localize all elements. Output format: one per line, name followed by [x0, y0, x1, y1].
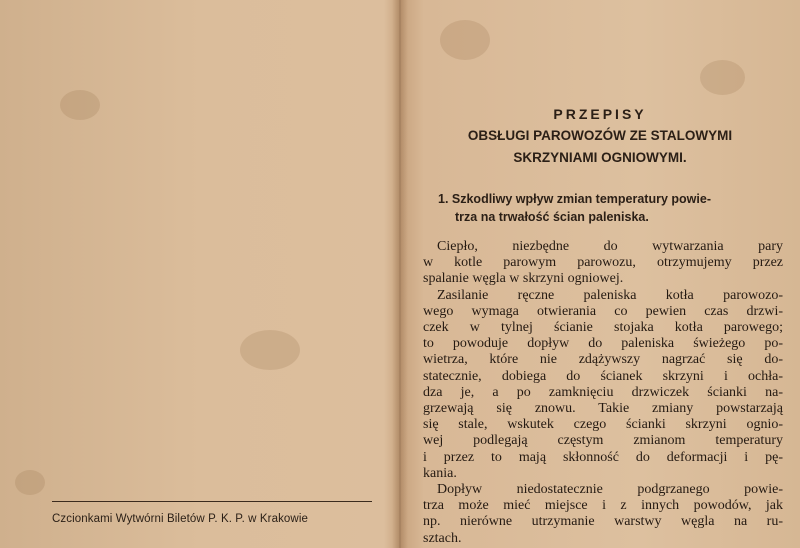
- footer-rule: [52, 501, 372, 502]
- section-heading: [438, 190, 783, 226]
- body-line: czek w tylnej ścianie stojaka kotła parowego;: [423, 320, 783, 336]
- paper-stain: [440, 20, 490, 60]
- body-line: dza je, a po zamknięciu drzwiczek ścianki na-: [423, 384, 783, 400]
- body-line: trza może mieć miejsce i z innych powodów, jak: [423, 498, 783, 514]
- document-subtitle-line-1: OBSŁUGI PAROWOZÓW ZE STALOWYMI: [467, 128, 733, 143]
- body-line: sztach.: [423, 530, 462, 546]
- printer-imprint: Czcionkami Wytwórni Biletów P. K. P. w Krakowie: [52, 513, 308, 525]
- body-line: wej podlegają częstym zmianom temperatury: [423, 433, 783, 449]
- body-line: w kotle parowym parowozu, otrzymujemy przez: [423, 255, 783, 271]
- paper-stain: [60, 90, 100, 120]
- body-line: kania.: [423, 465, 457, 481]
- body-line: grzewają się znowu. Takie zmiany powstarzają: [423, 401, 783, 417]
- body-line: się stale, wskutek czego ścianki skrzyni ognio-: [423, 417, 783, 433]
- document-title: PRZEPISY: [553, 106, 647, 122]
- body-line: wego wymaga otwierania co pewien czas drzwi-: [423, 303, 783, 319]
- paper-stain: [15, 470, 45, 495]
- paper-stain: [700, 60, 745, 95]
- body-line: np. nierówne utrzymanie warstwy węgla na ru-: [423, 514, 783, 530]
- body-line: statecznie, dobiega do ścianek skrzyni i ochła-: [423, 368, 783, 384]
- paper-stain: [240, 330, 300, 370]
- body-line: wietrza, które nie zdążywszy nagrzać się do-: [423, 352, 783, 368]
- section-heading-line: 1. Szkodliwy wpływ zmian temperatury powie-: [438, 192, 711, 206]
- body-line: Zasilanie ręczne paleniska kotła parowozo-: [437, 287, 783, 303]
- body-line: Ciepło, niezbędne do wytwarzania pary: [437, 239, 783, 254]
- section-body: [423, 239, 783, 547]
- document-subtitle-line-2: SKRZYNIAMI OGNIOWYMI.: [513, 150, 687, 165]
- section-heading-line: trza na trwałość ścian paleniska.: [455, 210, 649, 224]
- body-line: spalanie węgla w skrzyni ogniowej.: [423, 271, 624, 287]
- body-line: i przez to mają skłonność do deformacji i pę-: [423, 449, 783, 465]
- body-line: to powoduje dopływ do paleniska świeżego po-: [423, 336, 783, 352]
- body-line: Dopływ niedostatecznie podgrzanego powie-: [437, 482, 783, 498]
